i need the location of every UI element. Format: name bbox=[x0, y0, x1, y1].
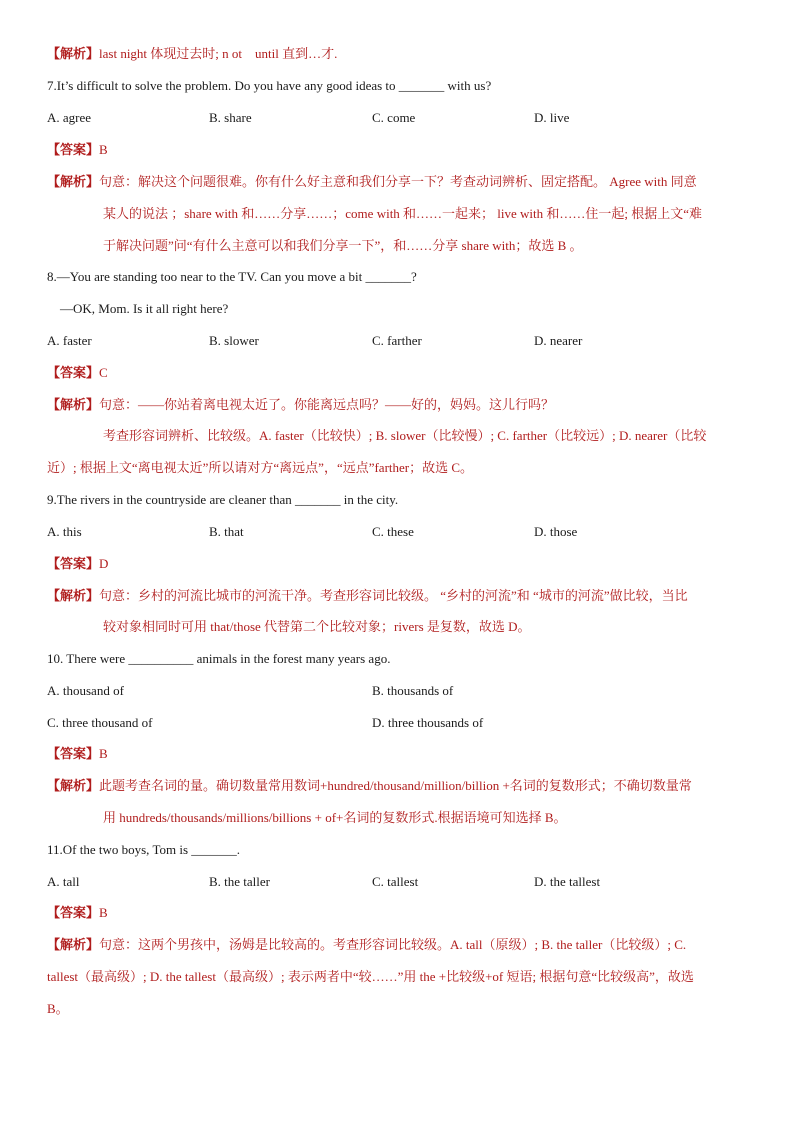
option-a: A. tall bbox=[47, 874, 80, 889]
option-b: B. thousands of bbox=[372, 683, 454, 698]
analysis-line: 某人的说法 ；share with 和……分享……；come with 和……一起来； live with 和……住一起; 根据上文“难 bbox=[103, 206, 703, 221]
answer-tag: 【答案】 bbox=[47, 366, 100, 381]
answer-row bbox=[47, 555, 108, 574]
analysis-line: 近）; 根据上文“离电视太近”所以请对方“离远点”，“远点”farther；故选 C。 bbox=[47, 460, 474, 475]
analysis-tag: 【解析】 bbox=[47, 175, 100, 190]
answer-row bbox=[47, 141, 108, 160]
answer-tag: 【答案】 bbox=[47, 906, 100, 921]
analysis-line: B。 bbox=[47, 1001, 69, 1016]
option-c: C. farther bbox=[372, 333, 422, 348]
analysis-row bbox=[47, 587, 688, 606]
question-stem: 8.—You are standing too near to the TV. Can you move a bit _______? bbox=[47, 269, 417, 284]
option-d: D. those bbox=[534, 524, 578, 539]
analysis-line: 较对象相同时可用 that/those 代替第二个比较对象；rivers 是复数，故选 D。 bbox=[103, 619, 531, 634]
analysis-line: 考查形容词辨析、比较级。A. faster（比较快）; B. slower（比较慢）; C. farther（比较远）; D. nearer（比较 bbox=[103, 428, 707, 443]
option-b: B. that bbox=[209, 524, 244, 539]
option-a: A. faster bbox=[47, 333, 92, 348]
answer-tag: 【答案】 bbox=[47, 747, 100, 762]
option-d: D. the tallest bbox=[534, 874, 601, 889]
analysis-tag: 【解析】 bbox=[47, 589, 100, 604]
question-stem-reply: —OK, Mom. Is it all right here? bbox=[60, 301, 229, 316]
answer-value: C bbox=[99, 365, 108, 380]
analysis-row bbox=[47, 936, 686, 955]
analysis-line: 句意：解决这个问题很难。你有什么好主意和我们分享一下？考查动词辨析、固定搭配。 Agree with 同意 bbox=[99, 174, 697, 189]
analysis-row bbox=[47, 777, 692, 796]
analysis-line: tallest（最高级）; D. the tallest（最高级）; 表示两者中“较……”用 the +比较级+of 短语; 根据句意“比较级高”，故选 bbox=[47, 969, 694, 984]
answer-tag: 【答案】 bbox=[47, 557, 100, 572]
option-b: B. share bbox=[209, 110, 252, 125]
option-d: D. live bbox=[534, 110, 570, 125]
option-c: C. these bbox=[372, 524, 414, 539]
question-stem: 10. There were __________ animals in the forest many years ago. bbox=[47, 651, 391, 666]
option-a: A. thousand of bbox=[47, 683, 124, 698]
analysis-line: 句意：——你站着离电视太近了。你能离远点吗？——好的，妈妈。这儿行吗？ bbox=[99, 397, 555, 412]
analysis-row bbox=[47, 396, 554, 415]
analysis-tag: 【解析】 bbox=[47, 398, 100, 413]
question-stem: 11.Of the two boys, Tom is _______. bbox=[47, 842, 241, 857]
option-b: B. slower bbox=[209, 333, 259, 348]
answer-tag: 【答案】 bbox=[47, 143, 100, 158]
option-a: A. this bbox=[47, 524, 82, 539]
answer-row bbox=[47, 745, 108, 764]
answer-value: D bbox=[99, 556, 109, 571]
analysis-line: 句意：乡村的河流比城市的河流干净。考查形容词比较级。 “乡村的河流”和 “城市的河流”做比较，当比 bbox=[99, 588, 688, 603]
analysis-text: last night 体现过去时; n ot until 直到…才. bbox=[99, 46, 338, 61]
analysis-tag: 【解析】 bbox=[47, 938, 100, 953]
analysis-line: 此题考查名词的量。确切数量常用数词+hundred/thousand/million/billion +名词的复数形式；不确切数量常 bbox=[99, 778, 692, 793]
answer-value: B bbox=[99, 746, 108, 761]
option-c: C. come bbox=[372, 110, 416, 125]
answer-value: B bbox=[99, 142, 108, 157]
option-a: A. agree bbox=[47, 110, 92, 125]
option-d: D. three thousands of bbox=[372, 715, 484, 730]
analysis-tag: 【解析】 bbox=[47, 47, 100, 62]
analysis-row bbox=[47, 173, 697, 192]
option-d: D. nearer bbox=[534, 333, 583, 348]
answer-row bbox=[47, 904, 108, 923]
analysis-line: 于解决问题”问“有什么主意可以和我们分享一下”，和……分享 share with；故选 B 。 bbox=[103, 238, 583, 253]
question-stem: 9.The rivers in the countryside are cleaner than _______ in the city. bbox=[47, 492, 399, 507]
answer-value: B bbox=[99, 905, 108, 920]
answer-row bbox=[47, 364, 108, 383]
prev-analysis bbox=[47, 45, 337, 64]
question-stem: 7.It’s difficult to solve the problem. Do you have any good ideas to _______ with us? bbox=[47, 78, 492, 93]
option-c: C. three thousand of bbox=[47, 715, 153, 730]
analysis-tag: 【解析】 bbox=[47, 779, 100, 794]
option-b: B. the taller bbox=[209, 874, 271, 889]
analysis-line: 用 hundreds/thousands/millions/billions + of+名词的复数形式.根据语境可知选择 B。 bbox=[103, 810, 567, 825]
option-c: C. tallest bbox=[372, 874, 419, 889]
analysis-line: 句意：这两个男孩中，汤姆是比较高的。考查形容词比较级。A. tall（原级）; B. the taller（比较级）; C. bbox=[99, 937, 687, 952]
